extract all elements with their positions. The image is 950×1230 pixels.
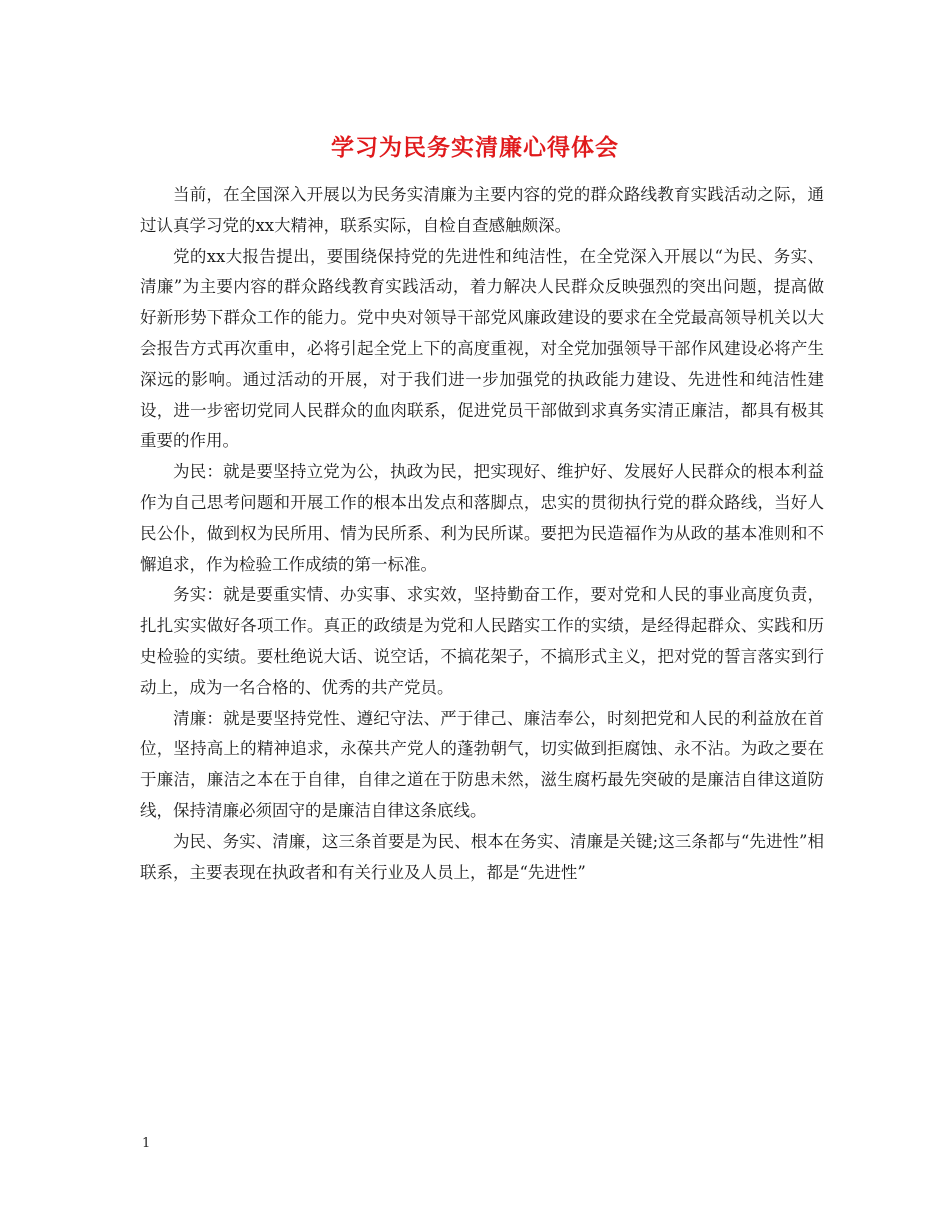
document-body [140, 180, 824, 888]
paragraph-qinglian: 清廉：就是要坚持党性、遵纪守法、严于律己、廉洁奉公，时刻把党和人民的利益放在首位，坚持高上的精神追求，永葆共产党人的蓬勃朝气，切实做到拒腐蚀、永不沾。为政之要在于廉洁，廉洁之本在于自律，自律之道在于防患未然，滋生腐朽最先突破的是廉洁自律这道防线，保持清廉必须固守的是廉洁自律这条底线。 [140, 708, 824, 820]
paragraph-report: 党的xx大报告提出，要围绕保持党的先进性和纯洁性，在全党深入开展以“为民、务实、清廉”为主要内容的群众路线教育实践活动，着力解决人民群众反映强烈的突出问题，提高做好新形势下群众工作的能力。党中央对领导干部党风廉政建设的要求在全党最高领导机关以大会报告方式再次重申，必将引起全党上下的高度重视，对全党加强领导干部作风建设必将产生深远的影响。通过活动的开展，对于我们进一步加强党的执政能力建设、先进性和纯洁性建设，进一步密切党同人民群众的血肉联系，促进党员干部做到求真务实清正廉洁，都具有极其重要的作用。 [140, 246, 824, 451]
paragraph-intro: 当前，在全国深入开展以为民务实清廉为主要内容的党的群众路线教育实践活动之际，通过认真学习党的xx大精神，联系实际，自检自查感触颇深。 [140, 185, 824, 235]
page-number: 1 [142, 1136, 151, 1151]
paragraph-weimin: 为民：就是要坚持立党为公，执政为民，把实现好、维护好、发展好人民群众的根本利益作为自己思考问题和开展工作的根本出发点和落脚点，忠实的贯彻执行党的群众路线，当好人民公仆，做到权为民所用、情为民所系、利为民所谋。要把为民造福作为从政的基本准则和不懈追求，作为检验工作成绩的第一标准。 [140, 462, 824, 574]
document-title: 学习为民务实清廉心得体会 [331, 134, 619, 161]
paragraph-wushi: 务实：就是要重实情、办实事、求实效，坚持勤奋工作，要对党和人民的事业高度负责，扎扎实实做好各项工作。真正的政绩是为党和人民踏实工作的实绩，是经得起群众、实践和历史检验的实绩。要杜绝说大话、说空话，不搞花架子，不搞形式主义，把对党的誓言落实到行动上，成为一名合格的、优秀的共产党员。 [140, 585, 824, 697]
paragraph-summary: 为民、务实、清廉，这三条首要是为民、根本在务实、清廉是关键;这三条都与“先进性”相联系，主要表现在执政者和有关行业及人员上，都是“先进性” [140, 831, 824, 882]
